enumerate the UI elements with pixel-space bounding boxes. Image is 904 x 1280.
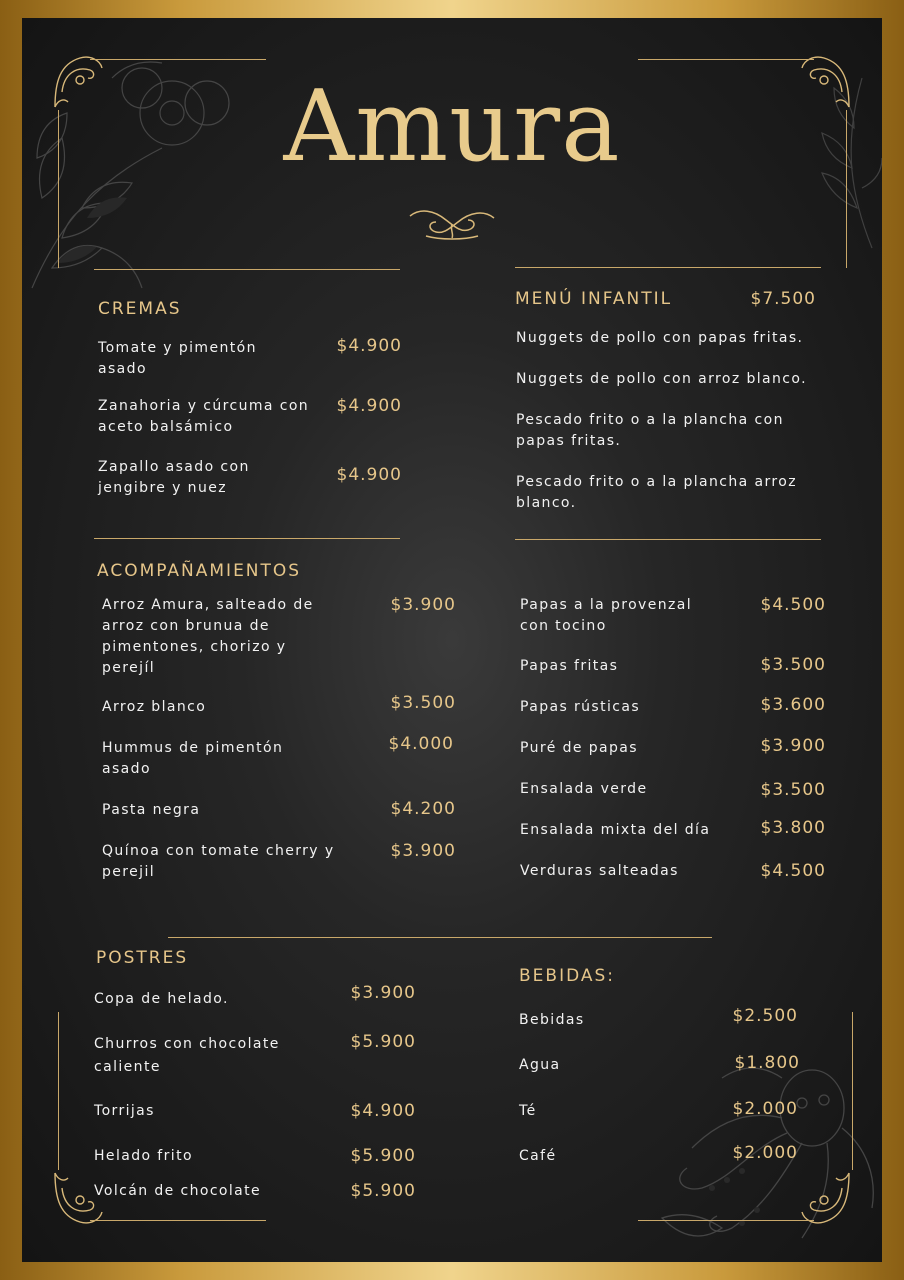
postres-item-name: Churros con chocolate caliente	[94, 1036, 280, 1075]
frame-line-top-right	[638, 59, 814, 60]
section-heading-menu-infantil: MENÚ INFANTIL	[515, 289, 673, 309]
cremas-item-price: $4.900	[336, 336, 402, 356]
acomp-item-price: $4.500	[760, 861, 826, 881]
acomp-item-name: Hummus de pimentón asado	[102, 740, 284, 777]
postres-item-name: Copa de helado.	[94, 991, 229, 1007]
postres-item-price: $5.900	[350, 1146, 416, 1166]
cremas-item-name: Tomate y pimentón asado	[98, 340, 257, 377]
acomp-item-name: Arroz blanco	[102, 699, 207, 715]
menu-infantil-price: $7.500	[750, 289, 816, 309]
acomp-item-name: Papas fritas	[520, 658, 619, 674]
cremas-item-name: Zanahoria y cúrcuma con aceto balsámico	[98, 398, 310, 435]
acomp-item-price: $3.600	[760, 695, 826, 715]
bebidas-item-name: Agua	[519, 1057, 561, 1073]
bebidas-item-price: $2.000	[732, 1099, 798, 1119]
acomp-item-price: $3.800	[760, 818, 826, 838]
acomp-item-price: $3.900	[390, 595, 456, 615]
corner-ornament-bottom-right	[794, 1168, 854, 1228]
acomp-item-price: $3.500	[390, 693, 456, 713]
frame-line-top-left	[90, 59, 266, 60]
acomp-item-name: Puré de papas	[520, 740, 638, 756]
acomp-item-name: Pasta negra	[102, 802, 201, 818]
section-heading-cremas: CREMAS	[98, 299, 182, 319]
menu-infantil-item: Nuggets de pollo con papas fritas.	[516, 330, 804, 346]
acomp-item-price: $4.200	[390, 799, 456, 819]
divider-infantil-top	[515, 267, 821, 268]
postres-item-name: Helado frito	[94, 1148, 193, 1164]
bebidas-item-price: $2.000	[732, 1143, 798, 1163]
frame-line-right-bottom	[852, 1012, 853, 1170]
bebidas-item-price: $1.800	[734, 1053, 800, 1073]
postres-item-price: $5.900	[350, 1032, 416, 1052]
bebidas-item-name: Bebidas	[519, 1012, 585, 1028]
postres-item-name: Volcán de chocolate	[94, 1183, 262, 1199]
cremas-item-price: $4.900	[336, 465, 402, 485]
frame-line-bottom-right	[638, 1220, 814, 1221]
bebidas-item-name: Café	[519, 1148, 557, 1164]
section-heading-postres: POSTRES	[96, 948, 189, 968]
acomp-item-price: $3.500	[760, 780, 826, 800]
acomp-item-price: $3.900	[760, 736, 826, 756]
bebidas-item-name: Té	[519, 1103, 537, 1119]
cremas-item-name: Zapallo asado con jengibre y nuez	[98, 459, 250, 496]
acomp-item-name: Ensalada verde	[520, 781, 648, 797]
postres-item-price: $4.900	[350, 1101, 416, 1121]
acomp-item-name: Quínoa con tomate cherry y perejil	[102, 843, 335, 880]
frame-line-bottom-left	[90, 1220, 266, 1221]
menu-card	[22, 18, 882, 1262]
acomp-item-price: $3.500	[760, 655, 826, 675]
acomp-item-name: Arroz Amura, salteado de arroz con brunua de pimentones, chorizo y perejíl	[102, 597, 314, 676]
bebidas-item-price: $2.500	[732, 1006, 798, 1026]
divider-postres-top	[168, 937, 712, 938]
menu-infantil-item: Pescado frito o a la plancha con papas fritas.	[516, 412, 784, 449]
postres-item-price: $5.900	[350, 1181, 416, 1201]
menu-infantil-item: Nuggets de pollo con arroz blanco.	[516, 371, 807, 387]
section-heading-acompanamientos: ACOMPAÑAMIENTOS	[97, 561, 302, 581]
menu-infantil-item: Pescado frito o a la plancha arroz blanco.	[516, 474, 797, 511]
acomp-item-price: $3.900	[390, 841, 456, 861]
cremas-item-price: $4.900	[336, 396, 402, 416]
acomp-item-price: $4.500	[760, 595, 826, 615]
flourish-ornament	[406, 204, 498, 244]
frame-line-left-bottom	[58, 1012, 59, 1170]
section-heading-bebidas: BEBIDAS:	[519, 966, 616, 986]
divider-acomp-left	[94, 538, 400, 539]
acomp-item-name: Papas a la provenzal con tocino	[520, 597, 693, 634]
acomp-item-name: Papas rústicas	[520, 699, 641, 715]
restaurant-title: Amura	[283, 70, 621, 184]
acomp-item-price: $4.000	[388, 734, 454, 754]
divider-acomp-right	[515, 539, 821, 540]
postres-item-price: $3.900	[350, 983, 416, 1003]
postres-item-name: Torrijas	[94, 1103, 155, 1119]
divider-cremas-top	[94, 269, 400, 270]
acomp-item-name: Ensalada mixta del día	[520, 822, 711, 838]
acomp-item-name: Verduras salteadas	[520, 863, 679, 879]
